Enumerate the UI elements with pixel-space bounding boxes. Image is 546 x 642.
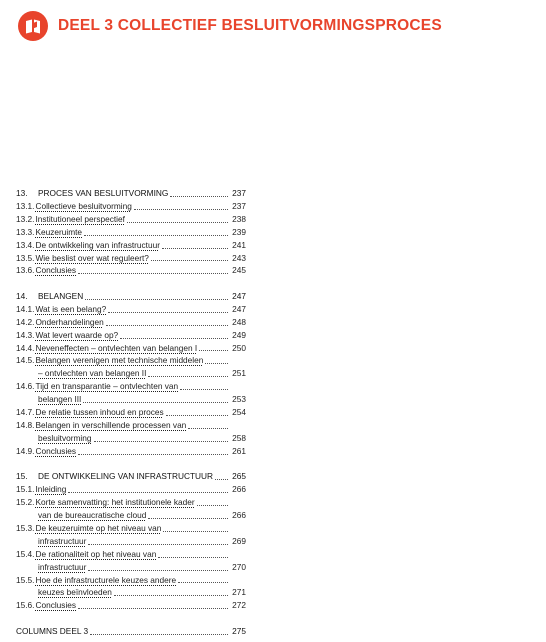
- toc-section-entry[interactable]: [16, 599, 246, 612]
- toc-number: 14.2.: [16, 316, 35, 327]
- toc-section-entry[interactable]: [16, 200, 246, 213]
- toc-page-number: 247: [232, 303, 246, 314]
- toc-page-number: 249: [232, 329, 246, 340]
- dot-leader: [170, 196, 228, 197]
- toc-page-number: 245: [232, 265, 246, 276]
- toc-title: Tijd en transparantie – ontvlechten van: [35, 381, 179, 392]
- toc-title: infrastructuur: [38, 535, 87, 546]
- dot-leader: [197, 505, 228, 506]
- toc-number: 14.8.: [16, 420, 35, 430]
- toc-title: Belangen verenigen met technische middelen: [35, 355, 204, 366]
- dot-leader: [114, 595, 228, 596]
- toc-section-entry[interactable]: [16, 264, 246, 277]
- dot-leader: [180, 389, 228, 390]
- toc-page-number: 253: [232, 394, 246, 405]
- toc-page-number: 275: [232, 625, 246, 636]
- dot-leader: [83, 402, 228, 403]
- toc-title: Wie beslist over wat reguleert?: [35, 252, 149, 263]
- toc-section-entry[interactable]: [16, 252, 246, 265]
- dot-leader: [78, 273, 228, 274]
- toc-section-entry[interactable]: [16, 316, 246, 329]
- toc-title: Wat is een belang?: [35, 303, 107, 314]
- toc-title: De ontwikkeling van infrastructuur: [35, 239, 160, 250]
- toc-number: 14.9.: [16, 445, 35, 456]
- toc-section-entry[interactable]: [16, 239, 246, 252]
- toc-page-number: 266: [232, 510, 246, 521]
- dot-leader: [94, 441, 229, 442]
- toc-section-entry[interactable]: [16, 354, 246, 367]
- toc-number: 15.4.: [16, 548, 35, 559]
- dot-leader: [134, 209, 228, 210]
- toc-page-number: 248: [232, 316, 246, 327]
- toc-title: Conclusies: [35, 445, 77, 456]
- toc-number: 15.3.: [16, 522, 35, 533]
- toc-number: 14.5.: [16, 355, 35, 366]
- toc-title: infrastructuur: [38, 561, 87, 572]
- toc-section-entry[interactable]: [16, 586, 246, 599]
- dot-leader: [78, 608, 228, 609]
- toc-number: 15.2.: [16, 497, 35, 508]
- toc-number: 13.1.: [16, 200, 35, 211]
- toc-page-number: 270: [232, 561, 246, 572]
- toc-page-number: 271: [232, 587, 246, 598]
- toc-title: De rationaliteit op het niveau van: [35, 548, 157, 559]
- toc-title: Belangen in verschillende processen van: [35, 420, 187, 430]
- dot-leader: [215, 479, 228, 480]
- toc-section-entry[interactable]: [16, 419, 246, 432]
- toc-section-entry[interactable]: [16, 496, 246, 509]
- toc-number: 14.6.: [16, 381, 35, 392]
- toc-section-entry[interactable]: [16, 226, 246, 239]
- toc-section-entry[interactable]: [16, 380, 246, 393]
- toc-page-number: 261: [232, 445, 246, 456]
- dot-leader: [205, 363, 228, 364]
- toc-title: Keuzeruimte: [35, 226, 83, 237]
- dot-leader: [148, 376, 228, 377]
- dot-leader: [84, 235, 228, 236]
- toc-number: 13.4.: [16, 239, 35, 250]
- toc-page-number: 266: [232, 484, 246, 495]
- toc-number: 14.: [16, 290, 28, 301]
- dot-leader: [163, 531, 228, 532]
- toc-section-entry[interactable]: [16, 393, 246, 406]
- toc-page-number: 251: [232, 368, 246, 379]
- toc-title: Korte samenvatting: het institutionele kader: [35, 497, 195, 508]
- dot-leader: [188, 428, 228, 429]
- toc-section-entry[interactable]: [16, 342, 246, 355]
- toc-page-number: 237: [232, 188, 246, 198]
- toc-section-entry[interactable]: [16, 329, 246, 342]
- toc-number: 15.6.: [16, 600, 35, 611]
- toc-section-entry[interactable]: [16, 213, 246, 226]
- toc-number: 13.3.: [16, 226, 35, 237]
- toc-page-number: 237: [232, 200, 246, 211]
- toc-title: Inleiding: [35, 484, 67, 495]
- toc-title: PROCES VAN BESLUITVORMING: [38, 188, 169, 198]
- dot-leader: [148, 518, 228, 519]
- toc-title: van de bureaucratische cloud: [38, 510, 147, 521]
- toc-section-entry[interactable]: [16, 483, 246, 496]
- toc-section-entry[interactable]: [16, 445, 246, 458]
- toc-title: De keuzeruimte op het niveau van: [35, 522, 162, 533]
- toc-title: Wat levert waarde op?: [35, 329, 119, 340]
- toc-chapter-entry[interactable]: [16, 187, 246, 200]
- toc-title: De relatie tussen inhoud en proces: [35, 407, 164, 418]
- toc-page-number: 243: [232, 252, 246, 263]
- toc-page-number: 250: [232, 342, 246, 353]
- dot-leader: [127, 222, 228, 223]
- dot-leader: [90, 634, 228, 635]
- dot-leader: [85, 299, 228, 300]
- toc-page-number: 269: [232, 535, 246, 546]
- toc-chapter-entry[interactable]: [16, 290, 246, 303]
- toc-page-number: 254: [232, 407, 246, 418]
- toc-section-entry[interactable]: [16, 367, 246, 380]
- toc-title: – ontvlechten van belangen II: [38, 368, 147, 379]
- toc-title: Conclusies: [35, 265, 77, 276]
- toc-number: 13.5.: [16, 252, 35, 263]
- toc-number: 15.1.: [16, 484, 35, 495]
- dot-leader: [88, 570, 228, 571]
- part-title: DEEL 3 COLLECTIEF BESLUITVORMINGSPROCES: [58, 17, 442, 34]
- toc-page-number: 241: [232, 239, 246, 250]
- toc-section-entry[interactable]: [16, 535, 246, 548]
- toc-number: 13.: [16, 188, 28, 198]
- toc-number: 13.6.: [16, 265, 35, 276]
- dot-leader: [120, 338, 228, 339]
- toc-title: COLUMNS DEEL 3: [16, 625, 89, 636]
- dot-leader: [158, 557, 228, 558]
- toc-number: 14.4.: [16, 342, 35, 353]
- dot-leader: [151, 260, 228, 261]
- dot-leader: [162, 248, 228, 249]
- toc-number: 15.5.: [16, 574, 35, 585]
- toc-number: 14.7.: [16, 407, 35, 418]
- toc-section-entry[interactable]: [16, 406, 246, 419]
- toc-page-number: 272: [232, 600, 246, 611]
- toc-title: DE ONTWIKKELING VAN INFRASTRUCTUUR: [38, 471, 214, 482]
- toc-columns-entry[interactable]: [16, 625, 246, 638]
- dot-leader: [106, 325, 228, 326]
- dot-leader: [68, 492, 228, 493]
- dot-leader: [166, 415, 228, 416]
- toc-number: 14.3.: [16, 329, 35, 340]
- part-header: [18, 10, 442, 42]
- dot-leader: [199, 350, 228, 351]
- toc-chapter-entry[interactable]: [16, 470, 246, 483]
- toc-page-number: 239: [232, 226, 246, 237]
- toc-number: 13.2.: [16, 213, 35, 224]
- toc-title: Collectieve besluitvorming: [35, 200, 132, 211]
- toc-page-number: 238: [232, 213, 246, 224]
- toc-title: Onderhandelingen: [35, 316, 104, 327]
- toc-title: besluitvorming: [38, 432, 92, 443]
- toc-title: Institutioneel perspectief: [35, 213, 125, 224]
- toc-section-entry[interactable]: [16, 522, 246, 535]
- toc-section-entry[interactable]: [16, 561, 246, 574]
- toc-title: BELANGEN: [38, 290, 84, 301]
- toc-page-number: 258: [232, 432, 246, 443]
- book-icon: [18, 11, 48, 41]
- toc-title: Hoe de infrastructurele keuzes andere: [35, 574, 177, 585]
- toc-page-number: 247: [232, 290, 246, 301]
- toc-page-number: 265: [232, 471, 246, 482]
- toc-title: belangen III: [38, 394, 82, 405]
- toc-section-entry[interactable]: [16, 574, 246, 587]
- toc-section-entry[interactable]: [16, 303, 246, 316]
- dot-leader: [88, 544, 228, 545]
- dot-leader: [78, 454, 228, 455]
- toc-number: 14.1.: [16, 303, 35, 314]
- toc-section-entry[interactable]: [16, 509, 246, 522]
- toc-section-entry[interactable]: [16, 548, 246, 561]
- toc-title: Neveneffecten – ontvlechten van belangen I: [35, 342, 198, 353]
- table-of-contents: [16, 187, 246, 638]
- dot-leader: [178, 582, 228, 583]
- dot-leader: [108, 312, 228, 313]
- toc-section-entry[interactable]: [16, 432, 246, 445]
- toc-number: 15.: [16, 471, 28, 482]
- toc-title: keuzes beïnvloeden: [38, 587, 112, 598]
- toc-title: Conclusies: [35, 600, 77, 611]
